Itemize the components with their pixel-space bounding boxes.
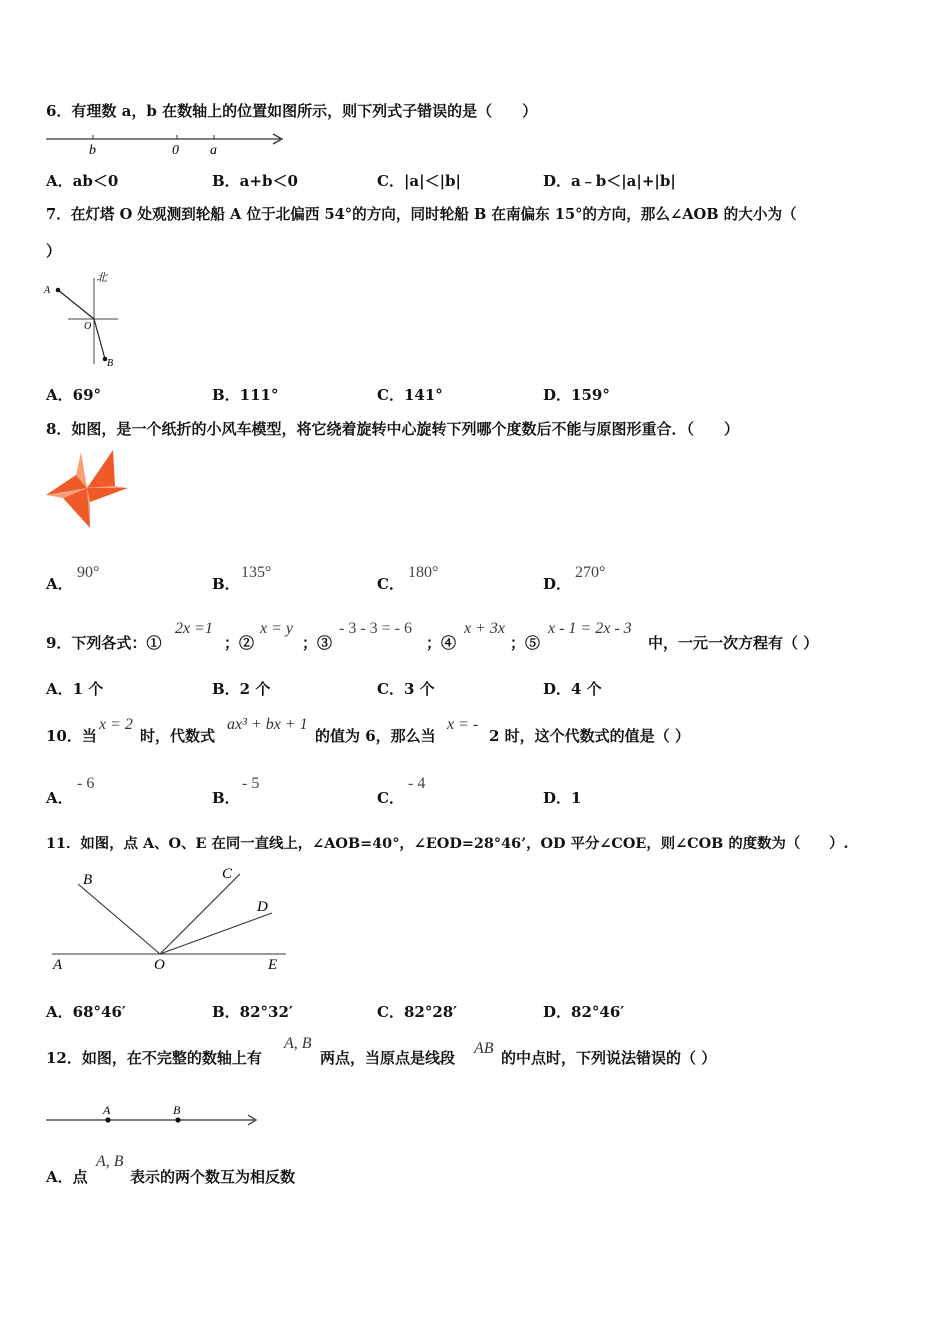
q8-option-a-letter: A． <box>46 575 73 593</box>
label-e: E <box>268 957 278 973</box>
label-o: O <box>154 957 165 973</box>
q10-option-d-letter: D． <box>543 789 572 807</box>
point-a <box>105 1117 110 1122</box>
q6-option-c: C．|a|＜|b| <box>377 172 461 190</box>
q11-option-b: B．82°32′ <box>212 1003 293 1021</box>
q12-expr-ab: A, B <box>284 1035 312 1052</box>
q7-option-d: D．159° <box>543 386 610 404</box>
q12-option-a-expr: A, B <box>96 1153 124 1170</box>
q6-option-d: D．a﹣b＜|a|+|b| <box>543 172 676 190</box>
q9-sep-4: ；④ <box>426 634 457 652</box>
label-d: D <box>257 899 268 915</box>
q9-expr-2: x = y <box>260 620 293 637</box>
q10-option-d-value: 1 <box>571 789 582 807</box>
q11-angle-figure <box>48 862 294 974</box>
q6-stem: 6．有理数 a，b 在数轴上的位置如图所示，则下列式子错误的是（ ） <box>46 102 538 120</box>
q10-expr-x2: x = - <box>447 716 479 733</box>
q12-stem-start: 12．如图，在不完整的数轴上有 <box>46 1049 262 1067</box>
q9-expr-3: - 3 - 3 = - 6 <box>339 620 413 637</box>
q8-option-c-letter: C． <box>377 575 404 593</box>
q7-stem-end: ） <box>46 242 62 260</box>
q8-stem: 8．如图，是一个纸折的小风车模型，将它绕着旋转中心旋转下列哪个度数后不能与原图形重合．（ ） <box>46 420 739 438</box>
ray-oc <box>160 874 240 954</box>
q6-number-line-figure <box>44 128 290 158</box>
q10-option-a-value: - 6 <box>77 775 95 792</box>
ray-oa <box>58 290 94 319</box>
q10-option-d <box>543 788 581 808</box>
q9-sep-3: ；③ <box>302 634 333 652</box>
q12-number-line-figure <box>44 1100 264 1130</box>
q9-stem-start: 9．下列各式：① <box>46 634 162 652</box>
q9-option-c: C．3 个 <box>377 680 435 698</box>
q10-option-b-letter: B． <box>212 789 240 807</box>
label-a: a <box>210 143 217 158</box>
q6-option-a: A．ab＜0 <box>46 172 119 190</box>
label-b: B <box>107 358 114 369</box>
label-zero: 0 <box>172 143 179 158</box>
q9-stem-end: 中，一元一次方程有（ ） <box>648 634 819 652</box>
q7-option-b: B．111° <box>212 386 279 404</box>
q8-option-b-letter: B． <box>212 575 240 593</box>
q9-expr-5: x - 1 = 2x - 3 <box>548 620 632 637</box>
q11-option-c: C．82°28′ <box>377 1003 458 1021</box>
q10-option-c-letter: C． <box>377 789 404 807</box>
q12-stem-end: 的中点时，下列说法错误的（ ） <box>501 1049 717 1067</box>
q9-option-b: B．2 个 <box>212 680 271 698</box>
q10-expr-poly: ax³ + bx + 1 <box>227 716 308 733</box>
q10-option-c-value: - 4 <box>408 775 426 792</box>
label-a: A <box>44 285 51 296</box>
label-north: 北 <box>96 272 107 284</box>
q10-mid-1: 时，代数式 <box>140 727 216 745</box>
q9-option-a: A．1 个 <box>46 680 104 698</box>
q10-stem-end: 2 时，这个代数式的值是（ ） <box>489 727 690 745</box>
q12-option-a-text: 表示的两个数互为相反数 <box>130 1168 296 1186</box>
label-o: O <box>84 321 92 332</box>
q7-stem: 7．在灯塔 O 处观测到轮船 A 位于北偏西 54°的方向，同时轮船 B 在南偏东 15°的方向，那么∠AOB 的大小为（ <box>46 206 797 223</box>
label-b: B <box>83 872 93 888</box>
ray-od <box>160 913 272 954</box>
pinwheel-image <box>44 448 130 530</box>
q10-option-a-letter: A． <box>46 789 73 807</box>
q9-expr-1: 2x =1 <box>175 620 213 637</box>
q7-option-a: A．69° <box>46 386 102 404</box>
q8-option-d-value: 270° <box>575 564 606 581</box>
label-b: B <box>173 1103 181 1117</box>
point-b <box>175 1117 180 1122</box>
q8-option-b-value: 135° <box>241 564 272 581</box>
q7-option-c: C．141° <box>377 386 443 404</box>
q11-option-a: A．68°46′ <box>46 1003 126 1021</box>
label-a: A <box>103 1103 111 1117</box>
q12-expr-seg: AB <box>474 1040 494 1057</box>
q11-option-d: D．82°46′ <box>543 1003 625 1021</box>
ray-ob <box>94 319 105 359</box>
q6-option-b: B．a+b＜0 <box>212 172 298 190</box>
q9-sep-5: ；⑤ <box>510 634 541 652</box>
q8-option-a-value: 90° <box>77 564 100 581</box>
q9-option-d: D．4 个 <box>543 680 602 698</box>
q7-direction-figure <box>40 268 130 372</box>
q8-option-d-letter: D． <box>543 575 572 593</box>
q10-option-b-value: - 5 <box>242 775 260 792</box>
q10-stem-start: 10．当 <box>46 727 97 745</box>
q9-expr-4: x + 3x <box>464 620 505 637</box>
label-a: A <box>53 957 63 973</box>
q9-sep-2: ；② <box>224 634 255 652</box>
label-c: C <box>222 866 233 882</box>
ray-ob <box>78 884 160 954</box>
q12-option-a-letter: A．点 <box>46 1168 88 1186</box>
label-b: b <box>89 143 96 158</box>
q11-stem: 11．如图，点 A、O、E 在同一直线上，∠AOB=40°，∠EOD=28°46’，OD 平分∠COE，则∠COB 的度数为（ ）. <box>46 835 849 852</box>
q10-mid-2: 的值为 6，那么当 <box>315 727 436 745</box>
q8-option-c-value: 180° <box>408 564 439 581</box>
q10-expr-x: x = 2 <box>99 716 133 733</box>
point-a <box>56 288 61 293</box>
q12-mid: 两点，当原点是线段 <box>320 1049 456 1067</box>
